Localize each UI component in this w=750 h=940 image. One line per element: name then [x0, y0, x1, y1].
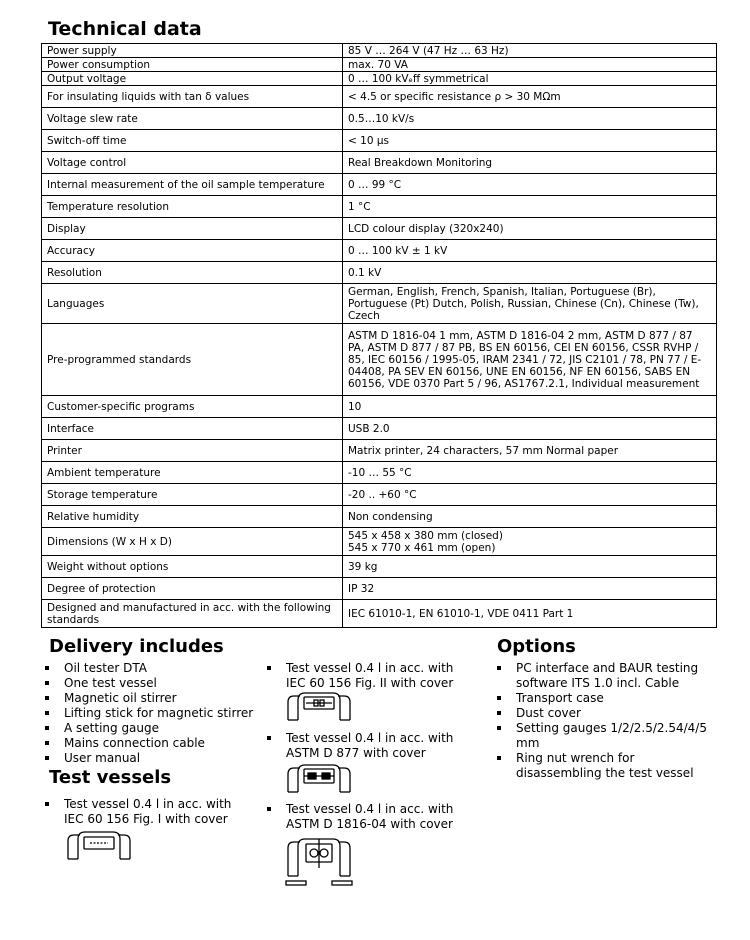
spec-value: < 10 µs: [343, 130, 717, 152]
vessel-item: Test vessel 0.4 l in acc. with ASTM D 877 with cover: [263, 731, 463, 761]
spec-row: [42, 218, 717, 240]
delivery-title: Delivery includes: [49, 636, 224, 657]
options-item: PC interface and BAUR testing software ITS 1.0 incl. Cable: [493, 661, 723, 691]
spec-value: ASTM D 1816-04 1 mm, ASTM D 1816-04 2 mm, ASTM D 877 / 87 PA, ASTM D 877 / 87 PB, BS EN 60156, CEI EN 60156, CSSR RVHP / 85, IEC 60156 / 1995-05, IRAM 2341 / 72, JIS C2101 / 78, PN 77 / E-04408, PA SEV EN 60156, UNE EN 60156, NF EN 60156, SABS EN 60156, VDE 0370 Part 5 / 96, AS1767.2.1, Individual measurement: [343, 324, 717, 396]
test-vessels-title: Test vessels: [49, 767, 172, 788]
spec-label: Storage temperature: [42, 484, 343, 506]
spec-label: Display: [42, 218, 343, 240]
spec-row: [42, 72, 717, 86]
spec-label: Voltage slew rate: [42, 108, 343, 130]
spec-value: 0 … 99 °C: [343, 174, 717, 196]
delivery-item: Lifting stick for magnetic stirrer: [41, 706, 271, 721]
spec-label: Power supply: [42, 44, 343, 58]
spec-value: 10: [343, 396, 717, 418]
technical-data-table: [41, 43, 717, 628]
spec-row: [42, 196, 717, 218]
spec-value: -20 .. +60 °C: [343, 484, 717, 506]
spec-label: Printer: [42, 440, 343, 462]
vessel-item: Test vessel 0.4 l in acc. with ASTM D 1816-04 with cover: [263, 802, 463, 832]
vessel-list-3: [263, 731, 463, 761]
spec-label: Weight without options: [42, 556, 343, 578]
spec-row: [42, 600, 717, 628]
spec-row: [42, 440, 717, 462]
spec-label: For insulating liquids with tan δ values: [42, 86, 343, 108]
spec-value: IP 32: [343, 578, 717, 600]
spec-label: Dimensions (W x H x D): [42, 528, 343, 556]
spec-row: [42, 528, 717, 556]
spec-row: [42, 418, 717, 440]
delivery-item: One test vessel: [41, 676, 271, 691]
vessel-fig1-drawing: [64, 829, 134, 865]
options-item: Ring nut wrench for disassembling the test vessel: [493, 751, 723, 781]
vessel-item: Test vessel 0.4 l in acc. with IEC 60 156 Fig. I with cover: [41, 797, 241, 827]
spec-row: [42, 58, 717, 72]
spec-value: 0.5…10 kV/s: [343, 108, 717, 130]
vessel-item: Test vessel 0.4 l in acc. with IEC 60 156 Fig. II with cover: [263, 661, 463, 691]
spec-value: 0 … 100 kVₑff symmetrical: [343, 72, 717, 86]
spec-label: Resolution: [42, 262, 343, 284]
spec-row: [42, 130, 717, 152]
delivery-item: Magnetic oil stirrer: [41, 691, 271, 706]
spec-row: [42, 108, 717, 130]
spec-label: Accuracy: [42, 240, 343, 262]
spec-label: Switch-off time: [42, 130, 343, 152]
delivery-item: User manual: [41, 751, 271, 766]
options-item: Dust cover: [493, 706, 723, 721]
vessel-list-4: [263, 802, 463, 832]
spec-row: [42, 462, 717, 484]
spec-value: -10 … 55 °C: [343, 462, 717, 484]
spec-row: [42, 484, 717, 506]
delivery-item: Mains connection cable: [41, 736, 271, 751]
spec-row: [42, 86, 717, 108]
spec-label: Designed and manufactured in acc. with the following standards: [42, 600, 343, 628]
spec-value: Real Breakdown Monitoring: [343, 152, 717, 174]
spec-label: Interface: [42, 418, 343, 440]
options-item: Setting gauges 1/2/2.5/2.54/4/5 mm: [493, 721, 723, 751]
vessel-astm-d877-drawing: [284, 762, 354, 798]
spec-label: Degree of protection: [42, 578, 343, 600]
spec-row: [42, 506, 717, 528]
spec-value: 0 … 100 kV ± 1 kV: [343, 240, 717, 262]
spec-label: Voltage control: [42, 152, 343, 174]
spec-value: LCD colour display (320x240): [343, 218, 717, 240]
spec-row: [42, 284, 717, 324]
spec-label: Temperature resolution: [42, 196, 343, 218]
spec-label: Pre-programmed standards: [42, 324, 343, 396]
spec-label: Internal measurement of the oil sample temperature: [42, 174, 343, 196]
spec-value: IEC 61010-1, EN 61010-1, VDE 0411 Part 1: [343, 600, 717, 628]
spec-value: 545 x 458 x 380 mm (closed) 545 x 770 x 461 mm (open): [343, 528, 717, 556]
spec-value: max. 70 VA: [343, 58, 717, 72]
spec-row: [42, 44, 717, 58]
spec-value: 0.1 kV: [343, 262, 717, 284]
spec-row: [42, 174, 717, 196]
delivery-list: [41, 661, 271, 766]
delivery-item: A setting gauge: [41, 721, 271, 736]
spec-value: 1 °C: [343, 196, 717, 218]
technical-data-body: [42, 44, 717, 628]
spec-label: Ambient temperature: [42, 462, 343, 484]
spec-value: 39 kg: [343, 556, 717, 578]
options-list: [493, 661, 723, 781]
spec-value: Matrix printer, 24 characters, 57 mm Normal paper: [343, 440, 717, 462]
spec-label: Languages: [42, 284, 343, 324]
options-title: Options: [497, 636, 576, 657]
spec-row: [42, 324, 717, 396]
spec-value: 85 V … 264 V (47 Hz … 63 Hz): [343, 44, 717, 58]
spec-value: < 4.5 or specific resistance ρ > 30 MΩm: [343, 86, 717, 108]
vessel-list-2: [263, 661, 463, 691]
spec-row: [42, 556, 717, 578]
options-item: Transport case: [493, 691, 723, 706]
vessel-fig2-drawing: [284, 690, 354, 726]
spec-value: German, English, French, Spanish, Italian, Portuguese (Br), Portuguese (Pt) Dutch, Polish, Russian, Chinese (Cn), Chinese (Tw), Czech: [343, 284, 717, 324]
spec-row: [42, 262, 717, 284]
vessel-list-1: [41, 797, 241, 827]
spec-row: [42, 240, 717, 262]
spec-label: Customer-specific programs: [42, 396, 343, 418]
spec-row: [42, 578, 717, 600]
spec-value: Non condensing: [343, 506, 717, 528]
spec-row: [42, 396, 717, 418]
delivery-item: Oil tester DTA: [41, 661, 271, 676]
spec-label: Relative humidity: [42, 506, 343, 528]
spec-label: Output voltage: [42, 72, 343, 86]
spec-value: USB 2.0: [343, 418, 717, 440]
vessel-astm-d1816-drawing: [284, 836, 354, 888]
spec-row: [42, 152, 717, 174]
technical-data-title: Technical data: [48, 18, 202, 40]
spec-label: Power consumption: [42, 58, 343, 72]
